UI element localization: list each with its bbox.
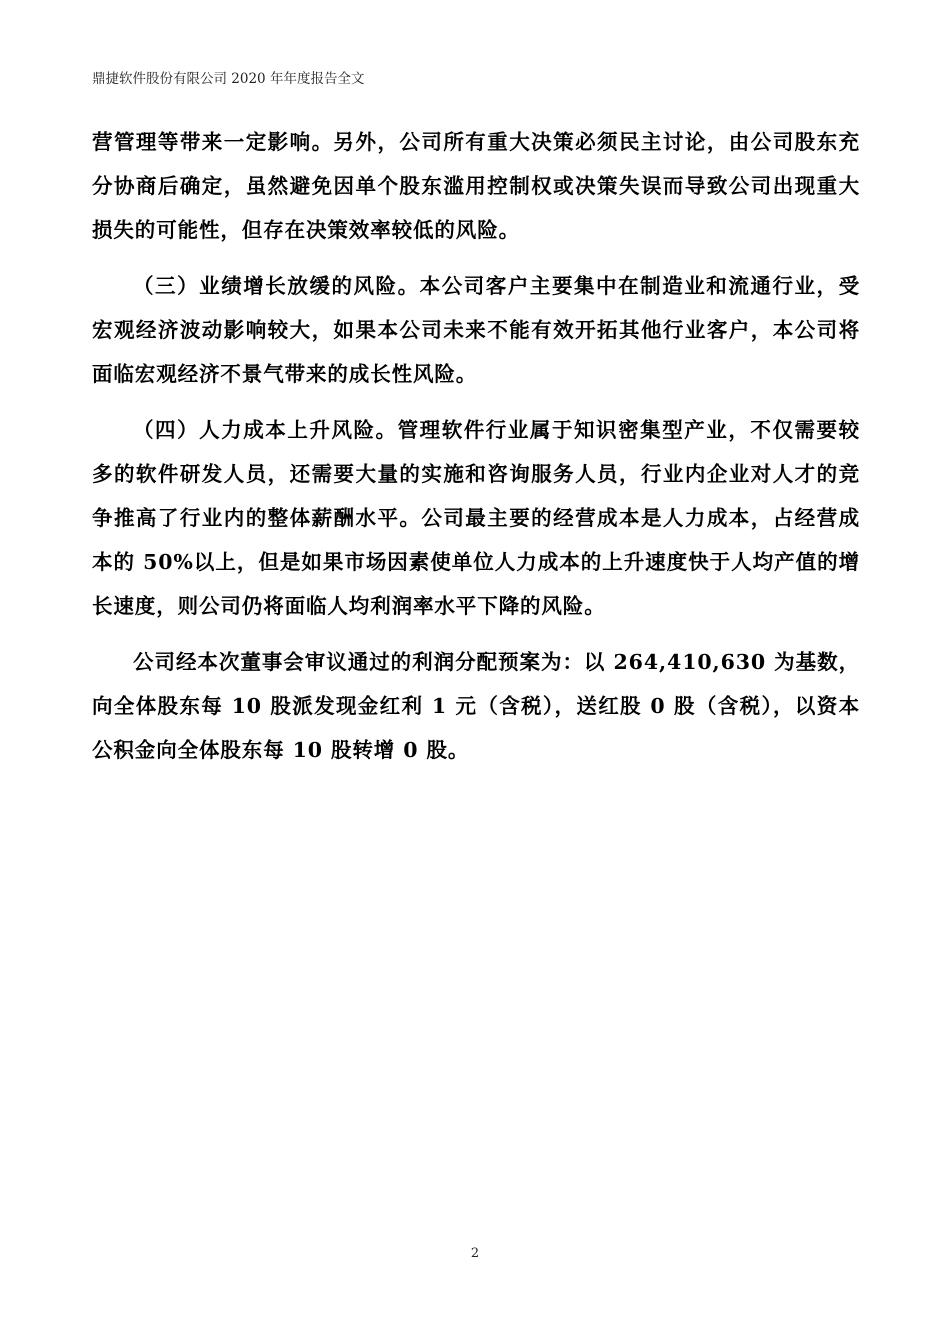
document-body — [92, 120, 860, 784]
paragraph-risk-decision-continued: 营管理等带来一定影响。另外，公司所有重大决策必须民主讨论，由公司股东充分协商后确定，虽然避免因单个股东滥用控制权或决策失误而导致公司出现重大损失的可能性，但存在决策效率较低的风险。 — [92, 130, 860, 242]
document-header: 鼎捷软件股份有限公司 2020 年年度报告全文 — [92, 71, 365, 87]
paragraph-risk-labor-cost: （四）人力成本上升风险。管理软件行业属于知识密集型产业，不仅需要较多的软件研发人员，还需要大量的实施和咨询服务人员，行业内企业对人才的竞争推高了行业内的整体薪酬水平。公司最主要的经营成本是人力成本，占经营成本的 50%以上，但是如果市场因素使单位人力成本的上升速度快于人均产值的增长速度，则公司仍将面临人均利润率水平下降的风险。 — [92, 418, 860, 618]
page-number: 2 — [470, 1246, 480, 1261]
paragraph-profit-distribution: 公司经本次董事会审议通过的利润分配预案为：以 264,410,630 为基数，向全体股东每 10 股派发现金红利 1 元（含税），送红股 0 股（含税），以资本公积金向全体股东每 10 股转增 0 股。 — [92, 650, 860, 762]
paragraph-risk-performance-slowdown: （三）业绩增长放缓的风险。本公司客户主要集中在制造业和流通行业，受宏观经济波动影响较大，如果本公司未来不能有效开拓其他行业客户，本公司将面临宏观经济不景气带来的成长性风险。 — [92, 274, 860, 386]
